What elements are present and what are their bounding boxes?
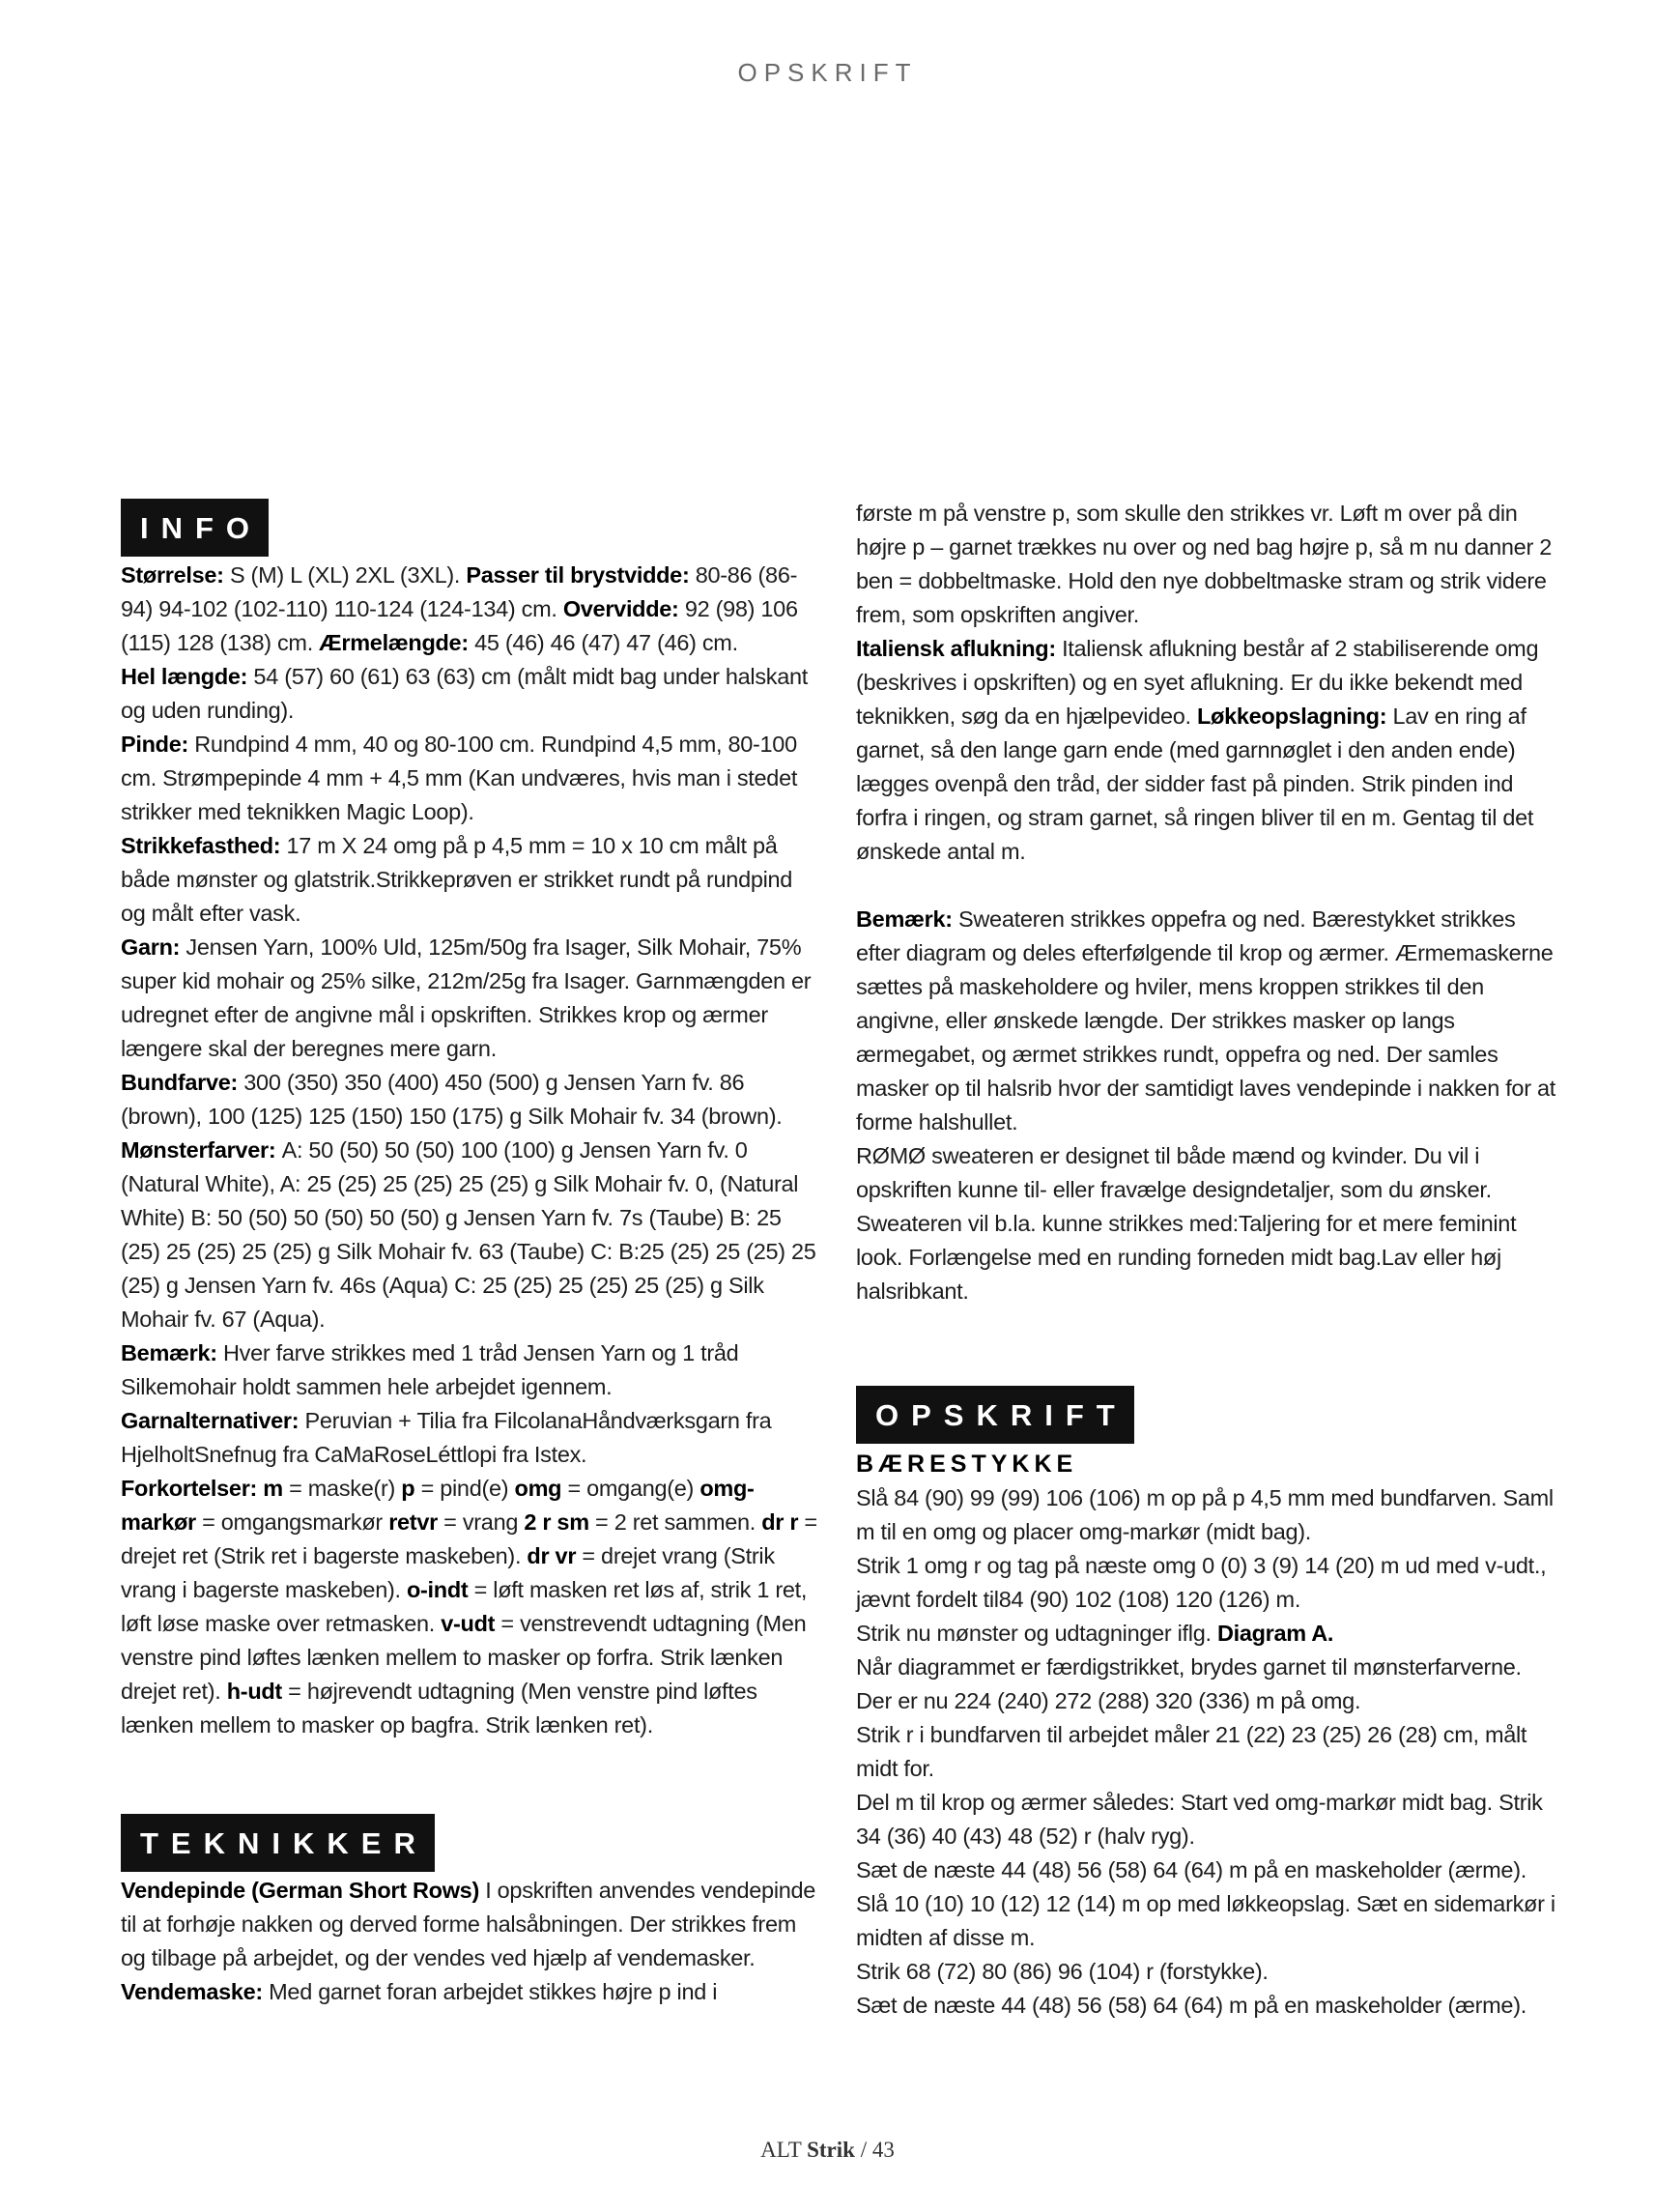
paragraph: Bundfarve: 300 (350) 350 (400) 450 (500) g Jensen Yarn fv. 86 (brown), 100 (125) 125 (150) 150 (175) g Silk Mohair fv. 34 (brown). <box>121 1070 783 1129</box>
paragraph: Slå 10 (10) 10 (12) 12 (14) m op med løkkeopslag. Sæt en sidemarkør i midten af disse m. <box>856 1891 1555 1950</box>
paragraph: Bemærk: Sweateren strikkes oppefra og ned. Bærestykket strikkes efter diagram og deles efterfølgende til krop og ærmer. Ærmemaskerne sættes på maskeholdere og hviler, mens kroppen strikkes til den angivne, eller ønskede længde. Der strikkes masker op langs ærmegabet, og ærmet strikkes rundt, oppefra og ned. Der samles masker op til halsrib hvor der samtidigt laves vendepinde i nakken for at forme halshullet. <box>856 906 1555 1135</box>
term-label: Overvidde: <box>562 596 685 621</box>
term-label: dr r <box>761 1509 799 1535</box>
term-label: o-indt <box>406 1577 469 1602</box>
term-label: 2 r sm <box>524 1509 589 1535</box>
paragraph: Italiensk aflukning: Italiensk aflukning består af 2 stabiliserende omg (beskrives i opskriften) og en syet aflukning. Er du ikke bekendt med teknikken, søg da en hjælpevideo. Løkkeopslagning: Lav en ring af garnet, så den lange garn ende (med garnnøglet i den anden ende) lægges ovenpå den tråd, der sidder fast på pinden. Strik pinden ind forfra i ringen, og stram garnet, så ringen bliver til en m. Gentag til det ønskede antal m. <box>856 636 1539 864</box>
paragraph: Garn: Jensen Yarn, 100% Uld, 125m/50g fra Isager, Silk Mohair, 75% super kid mohair og 25% silke, 212m/25g fra Isager. Garnmængden er udregnet efter de angivne mål i opskriften. Strikkes krop og ærmer længere skal der beregnes mere garn. <box>121 934 812 1061</box>
term-label: Vendepinde (German Short Rows) <box>121 1878 486 1903</box>
left-column <box>121 499 821 2009</box>
paragraph: Sæt de næste 44 (48) 56 (58) 64 (64) m på en maskeholder (ærme). <box>856 1857 1527 1882</box>
folio-separator: / <box>860 2138 868 2162</box>
term-label: dr vr <box>527 1543 577 1568</box>
running-title: OPSKRIFT <box>737 58 918 87</box>
techniques-continued <box>856 497 1556 869</box>
term-label: Strikkefasthed: <box>121 833 287 858</box>
paragraph: Del m til krop og ærmer således: Start ved omg-markør midt bag. Strik 34 (36) 40 (43) 48 (52) r (halv ryg). <box>856 1790 1543 1849</box>
term-label: Italiensk aflukning: <box>856 636 1063 661</box>
paragraph: Når diagrammet er færdigstrikket, brydes garnet til mønsterfarverne. Der er nu 224 (240) 272 (288) 320 (336) m på omg. <box>856 1654 1522 1713</box>
paragraph: Bemærk: Hver farve strikkes med 1 tråd Jensen Yarn og 1 tråd Silkemohair holdt sammen hele arbejdet igennem. <box>121 1340 739 1399</box>
paragraph: Strikkefasthed: 17 m X 24 omg på p 4,5 mm = 10 x 10 cm målt på både mønster og glatstrik.Strikkeprøven er strikket rundt på rundpind og målt efter vask. <box>121 833 793 926</box>
term-label: Bemærk: <box>121 1340 224 1365</box>
teknikker-body <box>121 1874 821 2009</box>
term-label: omg-markør <box>121 1476 755 1535</box>
paragraph: Forkortelser: m = maske(r) p = pind(e) omg = omgang(e) omg-markør = omgangsmarkør retvr = vrang 2 r sm = 2 ret sammen. dr r = drejet ret (Strik ret i bagerste maskeben). dr vr = drejet vrang (Strik vrang i bagerste maskeben). o-indt = løft masken ret løs af, strik 1 ret, løft løse maske over retmasken. v-udt = venstrevendt udtagning (Men venstre pind løftes lænken mellem to masker op forfra. Strik lænken drejet ret). h-udt = højrevendt udtagning (Men venstre pind løftes lænken mellem to masker op bagfra. Strik lænken ret). <box>121 1476 817 1738</box>
term-label: h-udt <box>226 1679 282 1704</box>
term-label: v-udt <box>441 1611 496 1636</box>
paragraph: Strik 68 (72) 80 (86) 96 (104) r (forstykke). <box>856 1959 1269 1984</box>
folio-page-number: 43 <box>871 2138 895 2162</box>
term-label: Mønsterfarver: <box>121 1137 282 1163</box>
paragraph: Slå 84 (90) 99 (99) 106 (106) m op på p 4,5 mm med bundfarven. Saml m til en omg og placer omg-markør (midt bag). <box>856 1485 1554 1544</box>
folio-magazine: ALT <box>760 2138 802 2162</box>
paragraph: Strik 1 omg r og tag på næste omg 0 (0) 3 (9) 14 (20) m ud med v-udt., jævnt fordelt til84 (90) 102 (108) 120 (126) m. <box>856 1553 1547 1612</box>
term-label: Vendemaske: <box>121 1979 270 2004</box>
term-label: Garn: <box>121 934 186 960</box>
paragraph: Sæt de næste 44 (48) 56 (58) 64 (64) m på en maskeholder (ærme). <box>856 1993 1527 2018</box>
section-title-baerestykke: BÆRESTYKKE <box>856 1451 1078 1478</box>
term-label: Garnalternativer: <box>121 1408 305 1433</box>
opskrift-body <box>856 1481 1556 2023</box>
paragraph: Størrelse: S (M) L (XL) 2XL (3XL). Passer til brystvidde: 80-86 (86-94) 94-102 (102-110) 110-124 (124-134) cm. Overvidde: 92 (98) 106 (115) 128 (138) cm. Ærmelængde: 45 (46) 46 (47) 47 (46) cm. <box>121 562 798 655</box>
term-label: Bundfarve: <box>121 1070 244 1095</box>
paragraph: Vendepinde (German Short Rows) I opskriften anvendes vendepinde til at forhøje nakken og derved forme halsåbningen. Der strikkes frem og tilbage på arbejdet, og der vendes ved hjælp af vendemasker. <box>121 1878 816 1970</box>
paragraph: Strik nu mønster og udtagninger iflg. Diagram A. <box>856 1621 1334 1646</box>
paragraph: Mønsterfarver: A: 50 (50) 50 (50) 100 (100) g Jensen Yarn fv. 0 (Natural White), A: 25 (25) 25 (25) 25 (25) g Silk Mohair fv. 0, (Natural White) B: 50 (50) 50 (50) 50 (50) g Jensen Yarn fv. 7s (Taube) B: 25 (25) 25 (25) 25 (25) g Silk Mohair fv. 63 (Taube) C: B:25 (25) 25 (25) 25 (25) g Jensen Yarn fv. 46s (Aqua) C: 25 (25) 25 (25) 25 (25) g Silk Mohair fv. 67 (Aqua). <box>121 1137 816 1332</box>
term-label: Løkkeopslagning: <box>1196 704 1393 729</box>
folio-brand: Strik <box>807 2138 855 2162</box>
paragraph: Garnalternativer: Peruvian + Tilia fra FilcolanaHåndværksgarn fra HjelholtSnefnug fra CaMaRoseLéttlopi fra Istex. <box>121 1408 772 1467</box>
page-folio <box>0 2138 1655 2163</box>
term-label: Passer til brystvidde: <box>466 562 696 588</box>
term-label: Pinde: <box>121 732 195 757</box>
paragraph: Strik r i bundfarven til arbejdet måler 21 (22) 23 (25) 26 (28) cm, målt midt for. <box>856 1722 1527 1781</box>
paragraph: Vendemaske: Med garnet foran arbejdet stikkes højre p ind i <box>121 1979 718 2004</box>
term-label: retvr <box>388 1509 438 1535</box>
term-label: omg <box>514 1476 562 1501</box>
term-label: Forkortelser: m <box>121 1476 283 1501</box>
paragraph: RØMØ sweateren er designet til både mænd og kvinder. Du vil i opskriften kunne til- eller fravælge designdetaljer, som du ønsker. Sweateren vil b.la. kunne strikkes med:Taljering for et mere feminint look. Forlængelse med en runding forneden midt bag.Lav eller høj halsribkant. <box>856 1143 1517 1304</box>
right-column <box>856 497 1556 2023</box>
term-label: Ærmelængde: <box>319 630 475 655</box>
term-label: Diagram A. <box>1216 1621 1334 1646</box>
opskrift-tag: OPSKRIFT <box>856 1386 1134 1444</box>
term-label: Hel længde: <box>121 664 254 689</box>
paragraph: Hel længde: 54 (57) 60 (61) 63 (63) cm (målt midt bag under halskant og uden runding). <box>121 664 809 723</box>
info-body <box>121 559 821 1742</box>
remarks-body <box>856 903 1556 1308</box>
paragraph: første m på venstre p, som skulle den strikkes vr. Løft m over på din højre p – garnet trækkes nu over og ned bag højre p, så m nu danner 2 ben = dobbeltmaske. Hold den nye dobbeltmaske stram og strik videre frem, som opskriften angiver. <box>856 501 1552 627</box>
term-label: Bemærk: <box>856 906 959 932</box>
term-label: Størrelse: <box>121 562 230 588</box>
info-tag: INFO <box>121 499 269 557</box>
paragraph: Pinde: Rundpind 4 mm, 40 og 80-100 cm. Rundpind 4,5 mm, 80-100 cm. Strømpepinde 4 mm + 4,5 mm (Kan undværes, hvis man i stedet strikker med teknikken Magic Loop). <box>121 732 798 824</box>
teknikker-tag: TEKNIKKER <box>121 1814 435 1872</box>
term-label: p <box>401 1476 415 1501</box>
